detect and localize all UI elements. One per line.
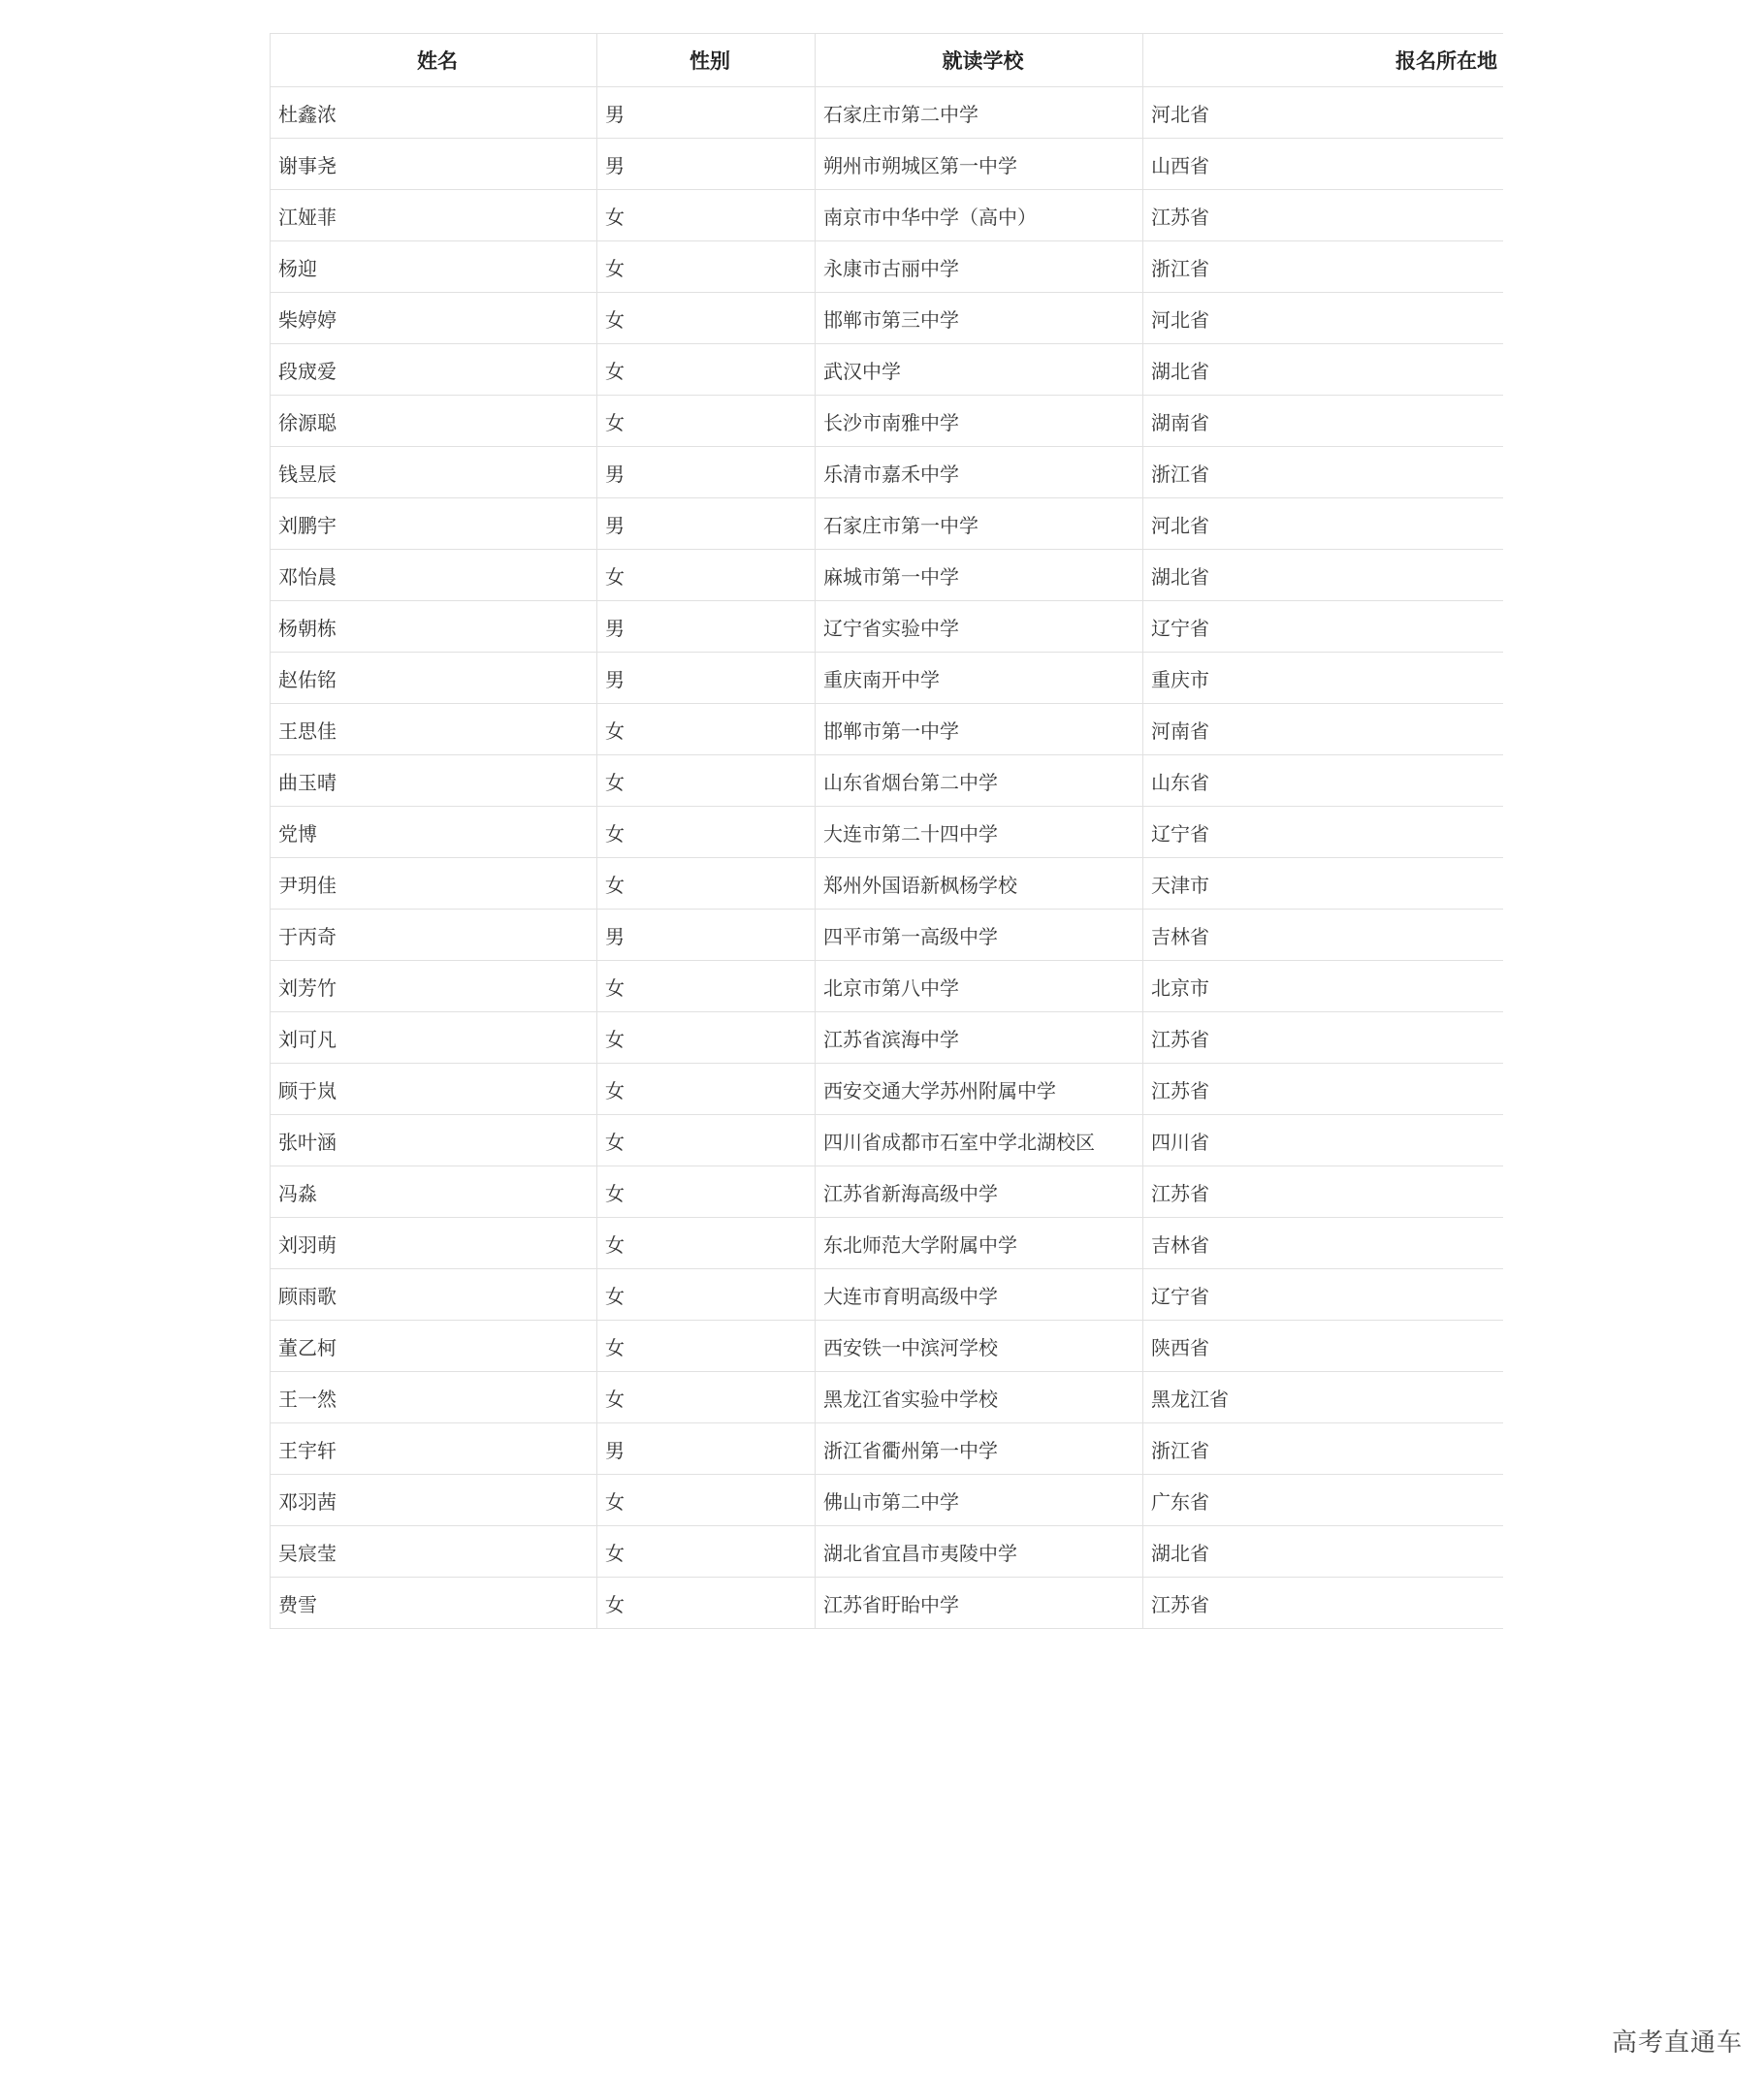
- cell-name: 吴宸莹: [271, 1526, 597, 1578]
- cell-name: 费雪: [271, 1578, 597, 1629]
- table-row: [271, 87, 1504, 139]
- table-row: [271, 498, 1504, 550]
- cell-name: 刘鹏宇: [271, 498, 597, 550]
- cell-gender: 女: [597, 396, 816, 447]
- table-row: [271, 1218, 1504, 1269]
- cell-region: 辽宁省: [1143, 807, 1504, 858]
- table-row: [271, 601, 1504, 653]
- cell-school: 武汉中学: [816, 344, 1143, 396]
- cell-region: 浙江省: [1143, 447, 1504, 498]
- cell-school: 山东省烟台第二中学: [816, 755, 1143, 807]
- cell-gender: 女: [597, 858, 816, 910]
- cell-region: 吉林省: [1143, 910, 1504, 961]
- cell-name: 王宇轩: [271, 1423, 597, 1475]
- table-row: [271, 396, 1504, 447]
- table-row: [271, 241, 1504, 293]
- cell-region: 河北省: [1143, 293, 1504, 344]
- cell-name: 尹玥佳: [271, 858, 597, 910]
- cell-name: 董乙柯: [271, 1321, 597, 1372]
- cell-school: 东北师范大学附属中学: [816, 1218, 1143, 1269]
- cell-region: 江苏省: [1143, 190, 1504, 241]
- cell-name: 曲玉晴: [271, 755, 597, 807]
- cell-region: 黑龙江省: [1143, 1372, 1504, 1423]
- cell-school: 邯郸市第一中学: [816, 704, 1143, 755]
- cell-gender: 女: [597, 1321, 816, 1372]
- cell-school: 长沙市南雅中学: [816, 396, 1143, 447]
- cell-gender: 女: [597, 1166, 816, 1218]
- table-row: [271, 1526, 1504, 1578]
- table-row: [271, 447, 1504, 498]
- cell-school: 麻城市第一中学: [816, 550, 1143, 601]
- table-header-row: [271, 34, 1504, 87]
- cell-school: 佛山市第二中学: [816, 1475, 1143, 1526]
- cell-gender: 女: [597, 1218, 816, 1269]
- cell-name: 邓怡晨: [271, 550, 597, 601]
- table-row: [271, 755, 1504, 807]
- cell-gender: 男: [597, 87, 816, 139]
- header-region: 报名所在地: [1143, 34, 1504, 87]
- cell-region: 天津市: [1143, 858, 1504, 910]
- cell-gender: 男: [597, 653, 816, 704]
- table-row: [271, 1321, 1504, 1372]
- header-name: 姓名: [271, 34, 597, 87]
- cell-gender: 男: [597, 1423, 816, 1475]
- cell-name: 刘可凡: [271, 1012, 597, 1064]
- cell-name: 王一然: [271, 1372, 597, 1423]
- cell-name: 杨迎: [271, 241, 597, 293]
- cell-gender: 女: [597, 1269, 816, 1321]
- cell-region: 河南省: [1143, 704, 1504, 755]
- table-row: [271, 344, 1504, 396]
- cell-school: 石家庄市第二中学: [816, 87, 1143, 139]
- table-row: [271, 1578, 1504, 1629]
- cell-name: 谢事尧: [271, 139, 597, 190]
- cell-school: 黑龙江省实验中学校: [816, 1372, 1143, 1423]
- cell-school: 江苏省盱眙中学: [816, 1578, 1143, 1629]
- cell-name: 刘羽萌: [271, 1218, 597, 1269]
- cell-gender: 女: [597, 1372, 816, 1423]
- cell-school: 四平市第一高级中学: [816, 910, 1143, 961]
- table-row: [271, 704, 1504, 755]
- cell-region: 湖北省: [1143, 550, 1504, 601]
- table-row: [271, 807, 1504, 858]
- cell-school: 大连市育明高级中学: [816, 1269, 1143, 1321]
- cell-name: 顾雨歌: [271, 1269, 597, 1321]
- cell-gender: 女: [597, 1012, 816, 1064]
- table-row: [271, 858, 1504, 910]
- cell-name: 张叶涵: [271, 1115, 597, 1166]
- cell-name: 赵佑铭: [271, 653, 597, 704]
- cell-gender: 女: [597, 961, 816, 1012]
- cell-region: 山西省: [1143, 139, 1504, 190]
- cell-school: 重庆南开中学: [816, 653, 1143, 704]
- cell-gender: 男: [597, 139, 816, 190]
- cell-region: 山东省: [1143, 755, 1504, 807]
- cell-gender: 男: [597, 601, 816, 653]
- cell-region: 四川省: [1143, 1115, 1504, 1166]
- table-row: [271, 1423, 1504, 1475]
- table-row: [271, 550, 1504, 601]
- watermark-text: 高考直通车: [1611, 2028, 1743, 2058]
- results-table: [270, 33, 1503, 1629]
- cell-gender: 女: [597, 1475, 816, 1526]
- cell-school: 西安铁一中滨河学校: [816, 1321, 1143, 1372]
- cell-gender: 男: [597, 447, 816, 498]
- cell-region: 浙江省: [1143, 241, 1504, 293]
- cell-region: 湖北省: [1143, 1526, 1504, 1578]
- table-row: [271, 1115, 1504, 1166]
- cell-region: 陕西省: [1143, 1321, 1504, 1372]
- cell-name: 杜鑫浓: [271, 87, 597, 139]
- cell-region: 浙江省: [1143, 1423, 1504, 1475]
- cell-name: 于丙奇: [271, 910, 597, 961]
- cell-school: 北京市第八中学: [816, 961, 1143, 1012]
- cell-name: 冯淼: [271, 1166, 597, 1218]
- cell-name: 钱昱辰: [271, 447, 597, 498]
- cell-gender: 女: [597, 550, 816, 601]
- table-row: [271, 293, 1504, 344]
- cell-gender: 女: [597, 293, 816, 344]
- cell-name: 顾于岚: [271, 1064, 597, 1115]
- cell-region: 重庆市: [1143, 653, 1504, 704]
- table-row: [271, 190, 1504, 241]
- cell-school: 湖北省宜昌市夷陵中学: [816, 1526, 1143, 1578]
- cell-school: 江苏省滨海中学: [816, 1012, 1143, 1064]
- cell-school: 南京市中华中学（高中）: [816, 190, 1143, 241]
- table-row: [271, 653, 1504, 704]
- cell-region: 北京市: [1143, 961, 1504, 1012]
- cell-region: 河北省: [1143, 498, 1504, 550]
- cell-name: 刘芳竹: [271, 961, 597, 1012]
- table-row: [271, 139, 1504, 190]
- cell-gender: 男: [597, 498, 816, 550]
- table-row: [271, 1372, 1504, 1423]
- cell-region: 辽宁省: [1143, 601, 1504, 653]
- cell-name: 党博: [271, 807, 597, 858]
- cell-gender: 女: [597, 241, 816, 293]
- cell-gender: 男: [597, 910, 816, 961]
- cell-region: 辽宁省: [1143, 1269, 1504, 1321]
- cell-school: 四川省成都市石室中学北湖校区: [816, 1115, 1143, 1166]
- cell-gender: 女: [597, 755, 816, 807]
- cell-school: 江苏省新海高级中学: [816, 1166, 1143, 1218]
- cell-school: 大连市第二十四中学: [816, 807, 1143, 858]
- cell-gender: 女: [597, 190, 816, 241]
- cell-region: 吉林省: [1143, 1218, 1504, 1269]
- cell-gender: 女: [597, 1115, 816, 1166]
- cell-region: 江苏省: [1143, 1064, 1504, 1115]
- cell-school: 西安交通大学苏州附属中学: [816, 1064, 1143, 1115]
- cell-region: 江苏省: [1143, 1578, 1504, 1629]
- cell-gender: 女: [597, 1578, 816, 1629]
- cell-name: 江娅菲: [271, 190, 597, 241]
- table-row: [271, 961, 1504, 1012]
- cell-region: 湖北省: [1143, 344, 1504, 396]
- cell-school: 郑州外国语新枫杨学校: [816, 858, 1143, 910]
- header-gender: 性别: [597, 34, 816, 87]
- table-body: [271, 87, 1504, 1629]
- cell-name: 杨朝栋: [271, 601, 597, 653]
- cell-gender: 女: [597, 1526, 816, 1578]
- cell-school: 永康市古丽中学: [816, 241, 1143, 293]
- cell-region: 江苏省: [1143, 1012, 1504, 1064]
- table-row: [271, 1064, 1504, 1115]
- cell-region: 河北省: [1143, 87, 1504, 139]
- cell-gender: 女: [597, 704, 816, 755]
- cell-region: 江苏省: [1143, 1166, 1504, 1218]
- header-school: 就读学校: [816, 34, 1143, 87]
- cell-gender: 女: [597, 344, 816, 396]
- cell-name: 柴婷婷: [271, 293, 597, 344]
- results-table-container: [270, 33, 1503, 1629]
- cell-name: 徐源聪: [271, 396, 597, 447]
- cell-gender: 女: [597, 1064, 816, 1115]
- cell-region: 湖南省: [1143, 396, 1504, 447]
- table-row: [271, 1269, 1504, 1321]
- cell-name: 段宬爱: [271, 344, 597, 396]
- table-row: [271, 1475, 1504, 1526]
- cell-school: 朔州市朔城区第一中学: [816, 139, 1143, 190]
- cell-school: 乐清市嘉禾中学: [816, 447, 1143, 498]
- cell-region: 广东省: [1143, 1475, 1504, 1526]
- cell-name: 邓羽茜: [271, 1475, 597, 1526]
- cell-gender: 女: [597, 807, 816, 858]
- table-row: [271, 1012, 1504, 1064]
- cell-name: 王思佳: [271, 704, 597, 755]
- cell-school: 辽宁省实验中学: [816, 601, 1143, 653]
- cell-school: 邯郸市第三中学: [816, 293, 1143, 344]
- cell-school: 浙江省衢州第一中学: [816, 1423, 1143, 1475]
- table-row: [271, 1166, 1504, 1218]
- table-row: [271, 910, 1504, 961]
- cell-school: 石家庄市第一中学: [816, 498, 1143, 550]
